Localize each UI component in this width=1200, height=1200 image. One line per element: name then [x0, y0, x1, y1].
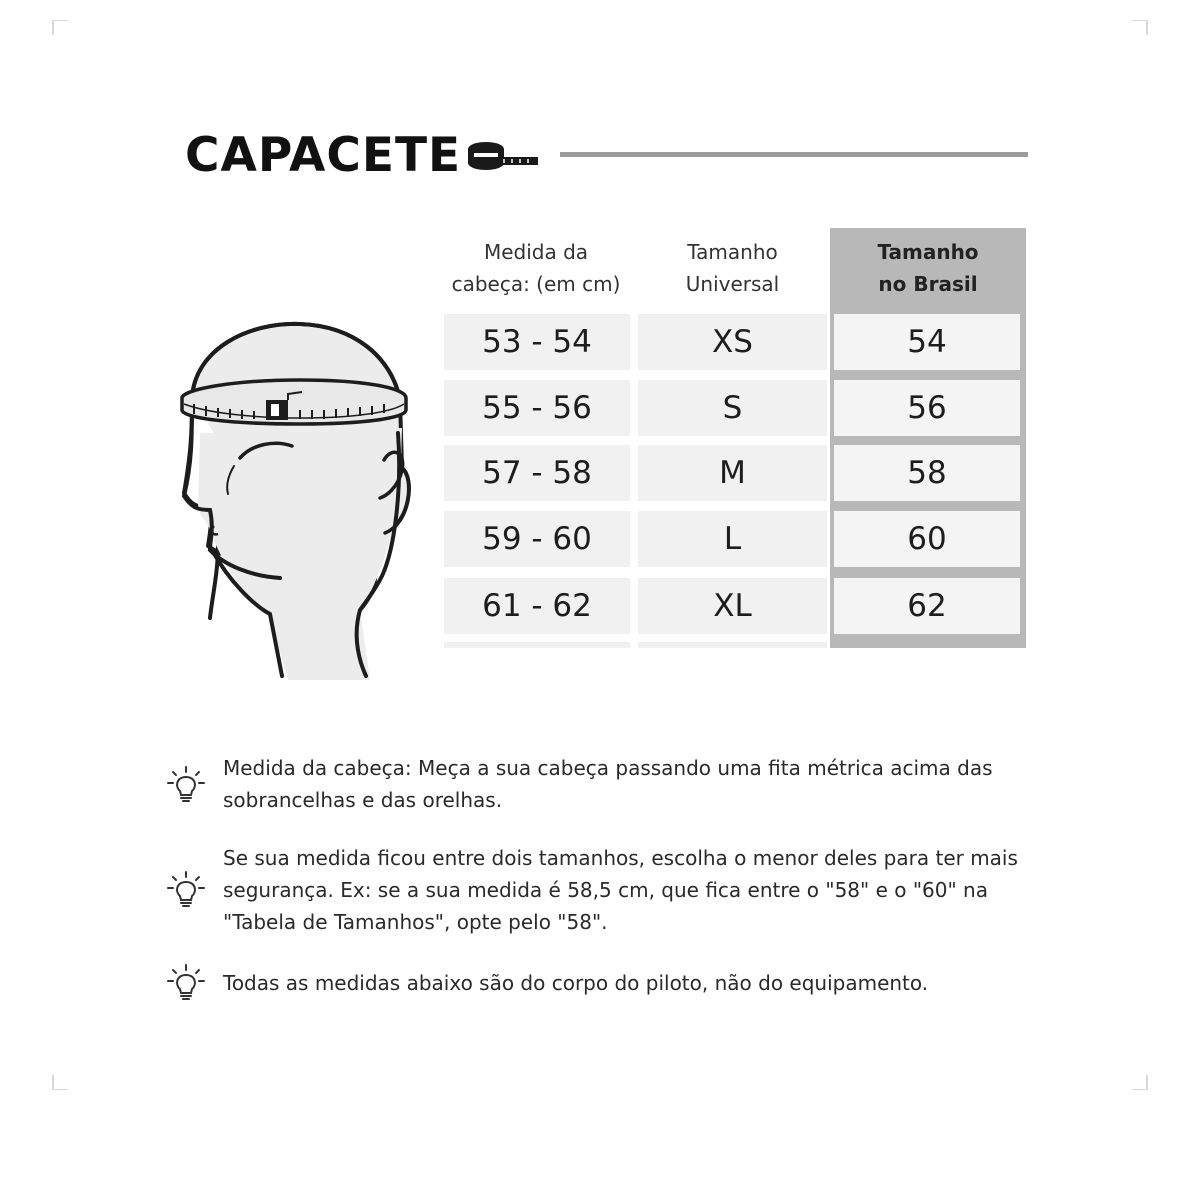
cell-universal-size: XS	[638, 314, 827, 370]
page-title: CAPACETE	[185, 128, 462, 183]
table-row-stub	[638, 642, 827, 648]
cell-universal-size: L	[638, 511, 827, 567]
corner-mark	[52, 20, 68, 35]
size-table	[442, 228, 1028, 648]
cell-universal-size: M	[638, 445, 827, 501]
title-divider	[560, 152, 1028, 157]
cell-head-measure: 57 - 58	[444, 445, 630, 501]
table-row-stub	[444, 642, 630, 648]
head-measuring-illustration	[170, 318, 420, 680]
cell-brazil-size: 58	[834, 445, 1020, 501]
tip-text: Se sua medida ficou entre dois tamanhos, escolha o menor deles para ter mais segurança. Ex: se a sua medida é 58,5 cm, que fica entre o "58" e o "60" na "Tabela de Tamanhos", opte pelo "58".	[223, 846, 1018, 934]
corner-mark	[1132, 1075, 1148, 1090]
cell-universal-size: S	[638, 380, 827, 436]
cell-brazil-size: 60	[834, 511, 1020, 567]
header-universal-size: Tamanho Universal	[685, 240, 780, 296]
cell-universal-size: XL	[638, 578, 827, 634]
cell-brazil-size: 54	[834, 314, 1020, 370]
tip-text: Todas as medidas abaixo são do corpo do piloto, não do equipamento.	[223, 971, 929, 995]
cell-head-measure: 61 - 62	[444, 578, 630, 634]
header-brazil-size: Tamanho no Brasil	[830, 228, 1026, 308]
light-bulb-icon	[165, 962, 207, 1004]
tip-item	[165, 764, 207, 806]
cell-head-measure: 59 - 60	[444, 511, 630, 567]
cell-head-measure: 55 - 56	[444, 380, 630, 436]
cell-brazil-size: 62	[834, 578, 1020, 634]
cell-brazil-size: 56	[834, 380, 1020, 436]
tip-item	[165, 962, 207, 1004]
header-head-measure: Medida da cabeça: (em cm)	[451, 240, 621, 296]
light-bulb-icon	[165, 764, 207, 806]
cell-head-measure: 53 - 54	[444, 314, 630, 370]
corner-mark	[52, 1075, 68, 1090]
tip-text: Medida da cabeça: Meça a sua cabeça passando uma fita métrica acima das sobrancelhas e das orelhas.	[223, 756, 993, 812]
corner-mark	[1132, 20, 1148, 35]
tip-item	[165, 869, 207, 911]
light-bulb-icon	[165, 869, 207, 911]
measuring-tape-icon	[466, 138, 540, 174]
